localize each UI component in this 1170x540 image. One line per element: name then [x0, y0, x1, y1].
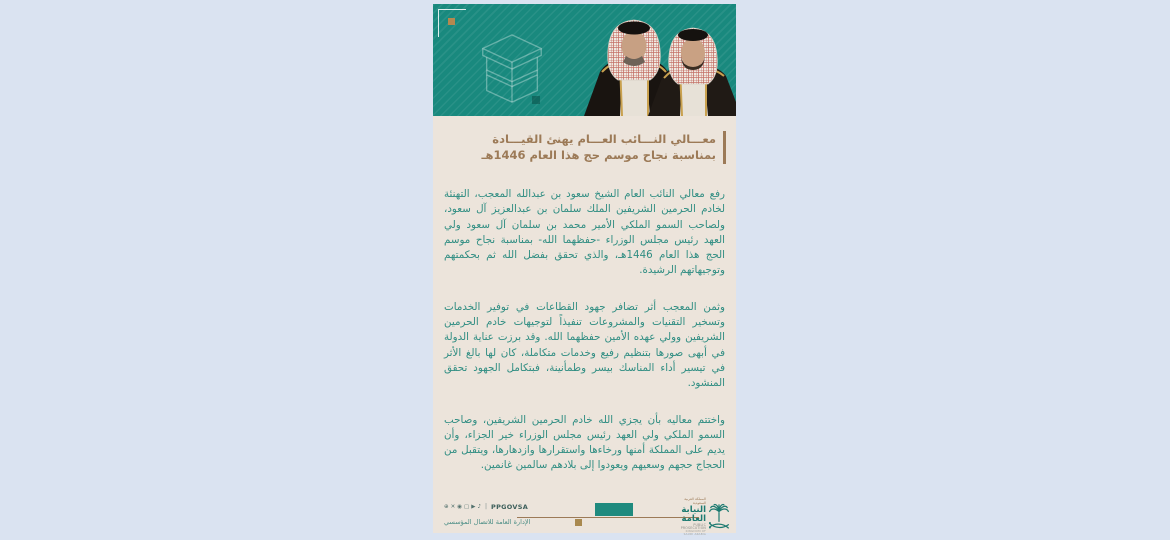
paragraph-2: وثمن المعجب أثر تضافر جهود القطاعات في توفير الخدمات وتسخير التقنيات والمشروعات تنفيذاً لتوجيهات خادم الحرمين الشريفين وولي عهده الأمين حفظهما الله. وقد برزت عناية الدولة في أبهى صورها بتنظيم رفيع وخدمات متكاملة، كان لها بالغ الأثر في تيسير أداء المناسك بيسر وطمأنينة، فبتكامل الجهود تحقق المنشود.	[444, 300, 725, 390]
portraits-king-salman-and-crown-prince	[576, 10, 736, 116]
orange-square-decoration	[448, 18, 455, 25]
announcement-card	[433, 4, 736, 537]
header-banner	[433, 4, 736, 116]
separator: |	[484, 503, 488, 510]
footer-divider-line	[517, 517, 699, 518]
title-line-1: معـــالي النـــائب العـــام يهنئ القيـــادة	[492, 132, 716, 146]
public-prosecution-logo	[678, 497, 730, 537]
globe-icon: ⊕	[444, 504, 449, 510]
logo-country-line: المملكة العربية السعودية	[684, 497, 706, 505]
social-media-row	[444, 502, 528, 512]
title-line-2: بمناسبة نجاح موسم حج هذا العام 1446هـ	[481, 148, 716, 162]
title-accent-bar	[723, 131, 726, 164]
department-name: الإدارة العامة للاتصال المؤسسي	[444, 518, 531, 526]
paragraph-3: واختتم معاليه بأن يجزي الله خادم الحرمين الشريفين، وصاحب السمو الملكي ولي العهد رئيس مجلس الوزراء خير الجزاء، وأن يديم على المملكة أمنها ورخاءها واستقرارها وازدهارها، ويتقبل من الحجاج حجهم وسعيهم ويعودوا إلى بلادهم سالمين غانمين.	[444, 413, 725, 472]
logo-english-subline: KINGDOM OF SAUDI ARABIA	[683, 529, 706, 537]
x-icon: ✕	[450, 504, 456, 510]
announcement-body	[444, 187, 725, 495]
page-title	[482, 131, 716, 163]
announcement-title-block	[443, 131, 726, 164]
footer-teal-rectangle	[595, 503, 633, 516]
tiktok-icon: ♪	[477, 504, 481, 510]
social-handle: PPGOVSA	[491, 503, 529, 511]
logo-arabic-name: النيابة العامة	[681, 505, 706, 524]
footer-brown-square	[575, 519, 582, 526]
logo-text-block	[678, 498, 706, 536]
palm-and-swords-emblem-icon	[708, 502, 730, 532]
paragraph-1: رفع معالي النائب العام الشيخ سعود بن عبدالله المعجب، التهنئة لخادم الحرمين الشريفين الملك سلمان بن عبدالعزيز آل سعود، ولصاحب السمو الملكي الأمير محمد بن سلمان آل سعود ولي العهد رئيس مجلس الوزراء -حفظهما الله- بمناسبة نجاح موسم الحج هذا العام 1446هـ، والذي تحقق بفضل الله ثم بحكمتهم وتوجيهاتهم الرشيدة.	[444, 188, 725, 277]
logo-english-name: PUBLIC PROSECUTION	[680, 523, 706, 531]
youtube-icon: ▶	[471, 504, 476, 510]
kaaba-outline-icon	[473, 30, 551, 108]
instagram-icon: ◉	[457, 504, 463, 510]
snapchat-icon: ▢	[464, 504, 470, 510]
